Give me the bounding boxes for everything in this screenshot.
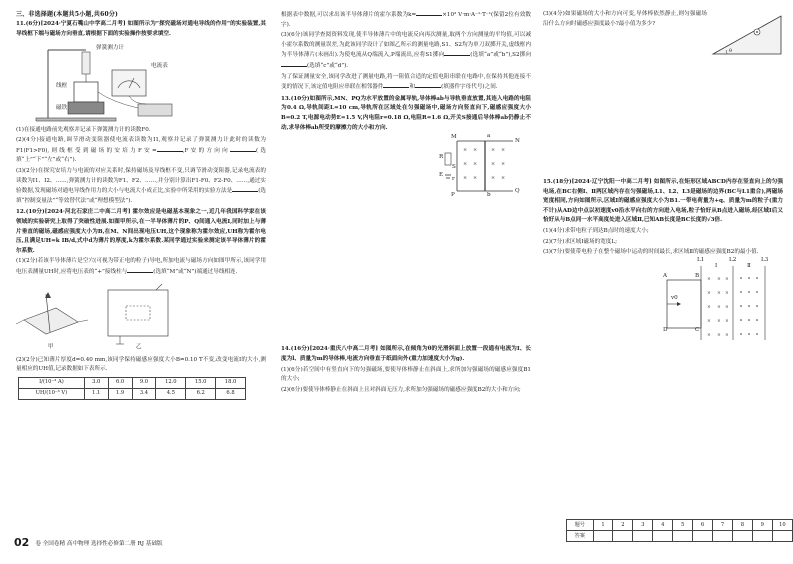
q14-part2: (2)(6分)要使导体棒静止在斜面上且对斜面无压力,求所加匀强磁场的磁感应强度B2的大小和方向; <box>281 386 521 393</box>
field-regions-diagram <box>663 260 773 342</box>
footer-text: 卷 全国卷精 高中物理 选择性必修第二册 RJ 基础版 <box>35 540 163 547</box>
cell: 1.1 <box>84 388 108 399</box>
q12-part3-continued: 为了保证测量安全,该同学改进了测量电路,将一阻值合适的定值电阻串联在电路中,在保持其他连接不变的情况下,该定值电阻应串联在相邻器件 和 (填器件字母代号)之间. <box>281 73 531 91</box>
label-a: a <box>487 133 491 140</box>
blank-s2[interactable] <box>281 61 307 67</box>
label-M: M <box>451 134 457 141</box>
svg-text:×: × <box>707 304 711 310</box>
svg-text:×: × <box>463 147 468 154</box>
svg-text:×: × <box>473 161 478 168</box>
label-P: P <box>451 192 455 199</box>
answer-cell[interactable] <box>593 531 613 542</box>
cell: 3.0 <box>84 377 108 388</box>
label-spring-scale: 弹簧测力计 <box>96 44 124 51</box>
q15-part2: (2)(7分)求区域Ⅰ磁场的宽度L; <box>543 238 618 245</box>
label-frame: 线框 <box>56 82 68 89</box>
svg-text:×: × <box>717 318 721 324</box>
q13-header: 13.(10分)如图所示,MN、PQ为水平放置的金属导轨,导体棒ab与导轨垂直放置,其连入电路的电阻为0.4 Ω,导轨间距L=10 cm,导轨所在区域处在匀强磁场中,磁场方向竖直向下,磁感应强度大小B=0.2 T,电源电动势E=1.5 V,内电阻r=0.18 Ω,电阻R=1.6 Ω,开关S接通后导体棒ab仍静止不动,求导体棒ab所受的摩擦力的大小和方向. <box>281 95 531 131</box>
blank-terminal[interactable] <box>127 267 153 273</box>
q11-part3: (3)(2分)在探究安培力与电流的对应关系时,保持磁场及导线框不变,只调节滑动变阻器,记录电流表的读数为I1、I2、……,弹簧测力计的读数为F1、F2、……,并分别计算出F1-F0、F2-F0、……,通过实验数据,发现磁场对通电导线作用力的大小与电流大小成正比,实验中所采用的实验方法是 (选填“控制变量法”“等效替代法”或“理想模型法”). <box>16 167 266 204</box>
answer-cell[interactable] <box>693 531 713 542</box>
svg-text:×: × <box>725 332 729 338</box>
cell: 4.5 <box>156 388 186 399</box>
label-Q: Q <box>515 188 520 195</box>
question-number: 10 <box>772 520 792 531</box>
svg-text:×: × <box>491 175 496 182</box>
label-A: A <box>663 272 668 279</box>
page-number: 02 <box>14 536 30 549</box>
label-S: S <box>452 164 456 171</box>
question-number: 5 <box>673 520 693 531</box>
column-middle <box>281 10 531 396</box>
q11-part2: (2)(4分)接通电路,调节滑动变阻器使电流表读数为I1,观察并记录了弹簧测力计此时的读数为F1(F1>F0),则线框受到磁场的安培力F安= ,F安的方向向 (选填“上”“下”“左”或“右”). <box>16 137 267 164</box>
svg-text:×: × <box>501 161 506 168</box>
label-B: B <box>695 272 700 279</box>
hall-coefficient-line: 根据表中数据,可以求出该半导体薄片的霍尔系数为k= ×10³ V·m·A⁻¹·T⁻¹(保留2位有效数字). <box>281 12 532 28</box>
svg-text:×: × <box>717 290 721 296</box>
page-footer <box>14 534 163 553</box>
table-row <box>19 388 246 399</box>
q14-header: 14.(16分)[2024·重庆八中高二月考] 如图所示,在倾角为θ的光滑斜面上放置一段通有电流为I、长度为l、质量为m的导体棒,电流方向垂直于纸面向外(重力加速度大小为g). <box>281 346 531 362</box>
svg-text:×: × <box>725 276 729 282</box>
svg-text:×: × <box>725 290 729 296</box>
svg-text:×: × <box>707 276 711 282</box>
table-row <box>567 531 793 542</box>
svg-text:×: × <box>717 276 721 282</box>
cell: 9.0 <box>132 377 156 388</box>
answer-cell[interactable] <box>752 531 772 542</box>
answer-cell[interactable] <box>633 531 653 542</box>
label-magnet: 磁铁 <box>56 104 68 111</box>
svg-text:×: × <box>501 147 506 154</box>
incline-diagram <box>711 10 783 58</box>
blank-device-2[interactable] <box>415 82 441 88</box>
cell: 18.0 <box>216 377 246 388</box>
answer-label: 答案 <box>567 531 594 542</box>
hall-effect-diagrams <box>16 280 176 354</box>
cell: 6.2 <box>186 388 216 399</box>
answer-cell[interactable] <box>772 531 792 542</box>
svg-text:×: × <box>707 332 711 338</box>
q14-part1: (1)(6分)若空间中有竖直向下的匀强磁场,要使导体棒静止在斜面上,求所加匀强磁场的磁感应强度B1的大小; <box>281 366 531 383</box>
column-left <box>16 10 266 400</box>
answer-cell[interactable] <box>613 531 633 542</box>
label-v0: v0 <box>671 294 678 301</box>
q13-answer-space <box>281 205 531 345</box>
q15-part3: (3)(7分)要使带电粒子在整个磁场中运动的时间最长,求区域Ⅱ的磁感应强度B2的最小值. <box>543 249 759 256</box>
blank-s1[interactable] <box>444 50 470 56</box>
question-number: 9 <box>752 520 772 531</box>
svg-text:×: × <box>725 318 729 324</box>
cell: 12.0 <box>156 377 186 388</box>
label-C: C <box>695 326 700 333</box>
q11-figure <box>16 42 266 124</box>
label-E: E <box>439 172 444 179</box>
label-region-II: Ⅱ <box>747 262 751 269</box>
q15-part1: (1)(4分)求带电粒子到达B点时的速度大小; <box>543 228 649 235</box>
blank-hall-coefficient[interactable] <box>416 10 442 16</box>
column-right <box>543 10 783 344</box>
question-number: 2 <box>613 520 633 531</box>
cell: 15.0 <box>186 377 216 388</box>
answer-cell[interactable] <box>732 531 752 542</box>
label-L2: L2 <box>729 256 737 263</box>
blank-direction[interactable] <box>230 146 256 152</box>
svg-text:θ: θ <box>729 48 733 54</box>
label-L1: L1 <box>697 256 705 263</box>
label-r: r <box>452 176 455 183</box>
svg-text:×: × <box>725 304 729 310</box>
question-number: 6 <box>693 520 713 531</box>
svg-text:×: × <box>491 147 496 154</box>
hall-data-table <box>18 377 246 400</box>
label-figure-jia: 甲 <box>48 343 54 350</box>
q15-header: 15.(18分)[2024·辽宁沈阳一中高二月考] 如图所示,在矩形区域ABCD内存在竖直向上的匀强电场,在BC右侧Ⅰ、Ⅱ两区域内存在匀强磁场,L1、L2、L3是磁场的边界(BC与L1重合),两磁场宽度相同,方向如图所示,区域Ⅰ的磁感应强度大小为B1.一带电荷量为+q、质量为m的粒子(重力不计)从AD边中点以初速度v0沿水平向右的方向进入电场,粒子恰好从B点进入磁场,经区域Ⅰ后又恰好从与B点同一水平高度处进入区域Ⅱ,已知AB长度是BC长度的√3倍. <box>543 179 783 224</box>
q12-header: 12.(10分)[2024·河北石家庄二中高二月考] 霍尔效应是电磁基本现象之一,近几年我国科学家在该领域的实验研究上取得了突破性进展.如图甲所示,在一半导体薄片的P、Q间通入电流I,同时加上与薄片垂直的磁场,磁感应强度大小为B,在M、N间出现电压UH,这个现象称为霍尔效应,UH称为霍尔电压,且满足UH=k IB/d,式中d为薄片的厚度,k为霍尔系数.某同学通过实验来测定该半导体薄片的霍尔系数. <box>16 209 266 254</box>
svg-text:×: × <box>707 290 711 296</box>
q15-figure <box>663 256 783 342</box>
label-R: R <box>439 154 444 161</box>
label-D: D <box>663 326 668 333</box>
answer-grid <box>566 519 793 542</box>
cell: 1.9 <box>108 388 132 399</box>
svg-text:×: × <box>501 175 506 182</box>
label-ammeter: 电流表 <box>151 62 168 69</box>
question-number-label: 题号 <box>567 520 594 531</box>
question-number: 1 <box>593 520 613 531</box>
answer-table <box>566 519 793 542</box>
answer-cell[interactable] <box>713 531 733 542</box>
q12-part2: (2)(2分)已知薄片厚度d=0.40 mm,该同学保持磁感应强度大小B=0.10 T不变,改变电流I的大小,测量相应的UH值,记录数据如下表所示. <box>16 356 266 373</box>
answer-cell[interactable] <box>673 531 693 542</box>
section-title: 三、非选择题(本题共5小题,共60分) <box>16 11 119 18</box>
svg-text:×: × <box>473 175 478 182</box>
q12-part1: (1)(2分)若该半导体薄片是空穴(可视为带正电的粒子)导电,所加电流与磁场方向如图甲所示,该同学用电压表测量UH时,应将电压表的“+”接线柱与 (选填“M”或“N”)端通过导线相连. <box>16 258 266 276</box>
q13-figure <box>441 135 531 203</box>
q11-header: 11.(6分)[2024·宁夏石嘴山中学高二月考] 如图所示为“探究磁场对通电导线的作用”的实验装置,其导线框下端与磁场方向垂直,请根据下面的实验操作按要求填空. <box>16 21 266 37</box>
blank-force[interactable] <box>157 146 183 152</box>
question-number: 3 <box>633 520 653 531</box>
question-number: 4 <box>653 520 673 531</box>
label-b: b <box>487 192 491 199</box>
svg-text:×: × <box>707 318 711 324</box>
row-label: I/(10⁻³ A) <box>19 377 85 388</box>
q12-figure <box>16 280 266 354</box>
cell: 6.0 <box>108 377 132 388</box>
blank-method[interactable] <box>232 186 258 192</box>
q14-part3: (3)(4分)如果磁场的大小和方向可变,导体棒依然静止,则匀强磁场沿什么方向时磁感应强度最小?最小值为多少? <box>543 11 707 27</box>
question-number: 7 <box>713 520 733 531</box>
svg-text:×: × <box>463 175 468 182</box>
svg-text:×: × <box>717 332 721 338</box>
blank-device-1[interactable] <box>383 82 409 88</box>
question-number: 8 <box>732 520 752 531</box>
answer-cell[interactable] <box>653 531 673 542</box>
svg-text:×: × <box>717 304 721 310</box>
label-N: N <box>515 138 520 145</box>
q11-part1: (1)在接通电路前先观察并记录下弹簧测力计的读数F0. <box>16 126 151 133</box>
q12-part3: (3)(6分)该同学查阅资料发现,使半导体薄片中的电流反向再次测量,取两个方向测量的平均值,可以减小霍尔系数的测量误差,为此该同学设计了如图乙所示的测量电路,S1、S2均为单刀双掷开关,虚线框内为半导体薄片(未画出).为使电流从Q端流入,P端流出,应将S1掷向 (选填“a”或“b”),S2掷向(选填“c”或“d”). <box>281 32 531 70</box>
label-L3: L3 <box>761 256 769 263</box>
cell: 6.8 <box>216 388 246 399</box>
svg-text:×: × <box>463 161 468 168</box>
label-region-I: Ⅰ <box>715 262 718 269</box>
table-row <box>19 377 246 388</box>
svg-text:×: × <box>473 147 478 154</box>
table-row <box>567 520 793 531</box>
svg-text:×: × <box>491 161 496 168</box>
q14-answer-space <box>543 58 783 178</box>
row-label: UH/(10⁻³ V) <box>19 388 85 399</box>
label-figure-yi: 乙 <box>136 343 142 350</box>
q11-apparatus-diagram <box>16 42 186 124</box>
cell: 3.4 <box>132 388 156 399</box>
q14-part3-row <box>543 10 783 58</box>
